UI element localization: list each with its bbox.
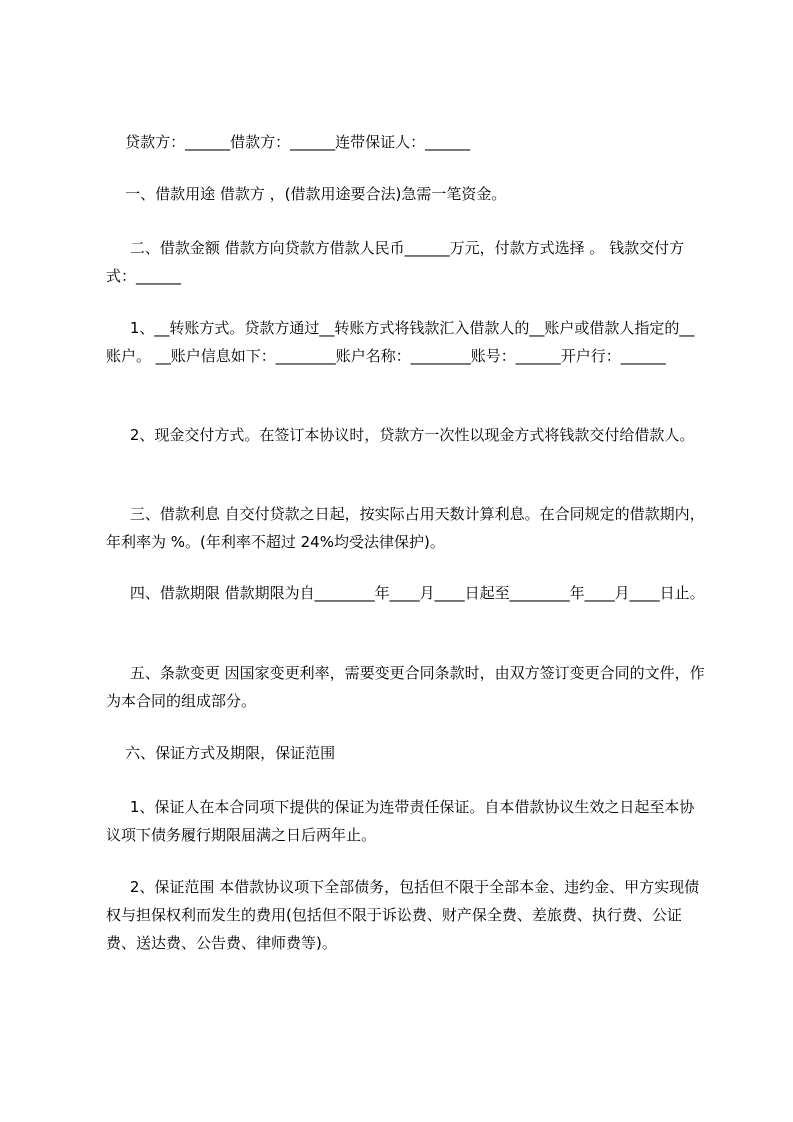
section-1-loan-purpose: 一、借款用途 借款方 ，(借款用途要合法)急需一笔资金。: [106, 185, 507, 203]
clause-2-1-transfer: 1、__转账方式。贷款方通过__转账方式将钱款汇入借款人的__账户或借款人指定的__账户。 __账户信息如下：________账户名称：________账号：______开户行：______: [106, 319, 695, 365]
parties-line: 贷款方：______借款方：______连带保证人：______: [106, 133, 471, 151]
section-6-guarantee-heading: 六、保证方式及期限，保证范围: [106, 744, 336, 762]
section-2-loan-amount: 二、借款金额 借款方向贷款方借款人民币______万元，付款方式选择 。 钱款交付方式：______: [106, 239, 685, 285]
clause-6-1-joint-guarantee: 1、保证人在本合同项下提供的保证为连带责任保证。自本借款协议生效之日起至本协议项下债务履行期限届满之日后两年止。: [106, 798, 695, 844]
section-3-interest: 三、借款利息 自交付贷款之日起，按实际占用天数计算利息。在合同规定的借款期内，年利率为 %。(年利率不超过 24%均受法律保护)。: [106, 505, 705, 551]
clause-2-2-cash: 2、现金交付方式。在签订本协议时，贷款方一次性以现金方式将钱款交付给借款人。: [106, 426, 695, 444]
section-4-term: 四、借款期限 借款期限为自________年____月____日起至________年____月____日止。: [106, 584, 705, 602]
section-5-amendment: 五、条款变更 因国家变更利率，需要变更合同条款时，由双方签订变更合同的文件，作为本合同的组成部分。: [106, 664, 705, 710]
clause-6-2-guarantee-scope: 2、保证范围 本借款协议项下全部债务，包括但不限于全部本金、违约金、甲方实现债权与担保权利而发生的费用(包括但不限于诉讼费、财产保全费、差旅费、执行费、公证费、送达费、公告费、律师费等)。: [106, 878, 700, 952]
